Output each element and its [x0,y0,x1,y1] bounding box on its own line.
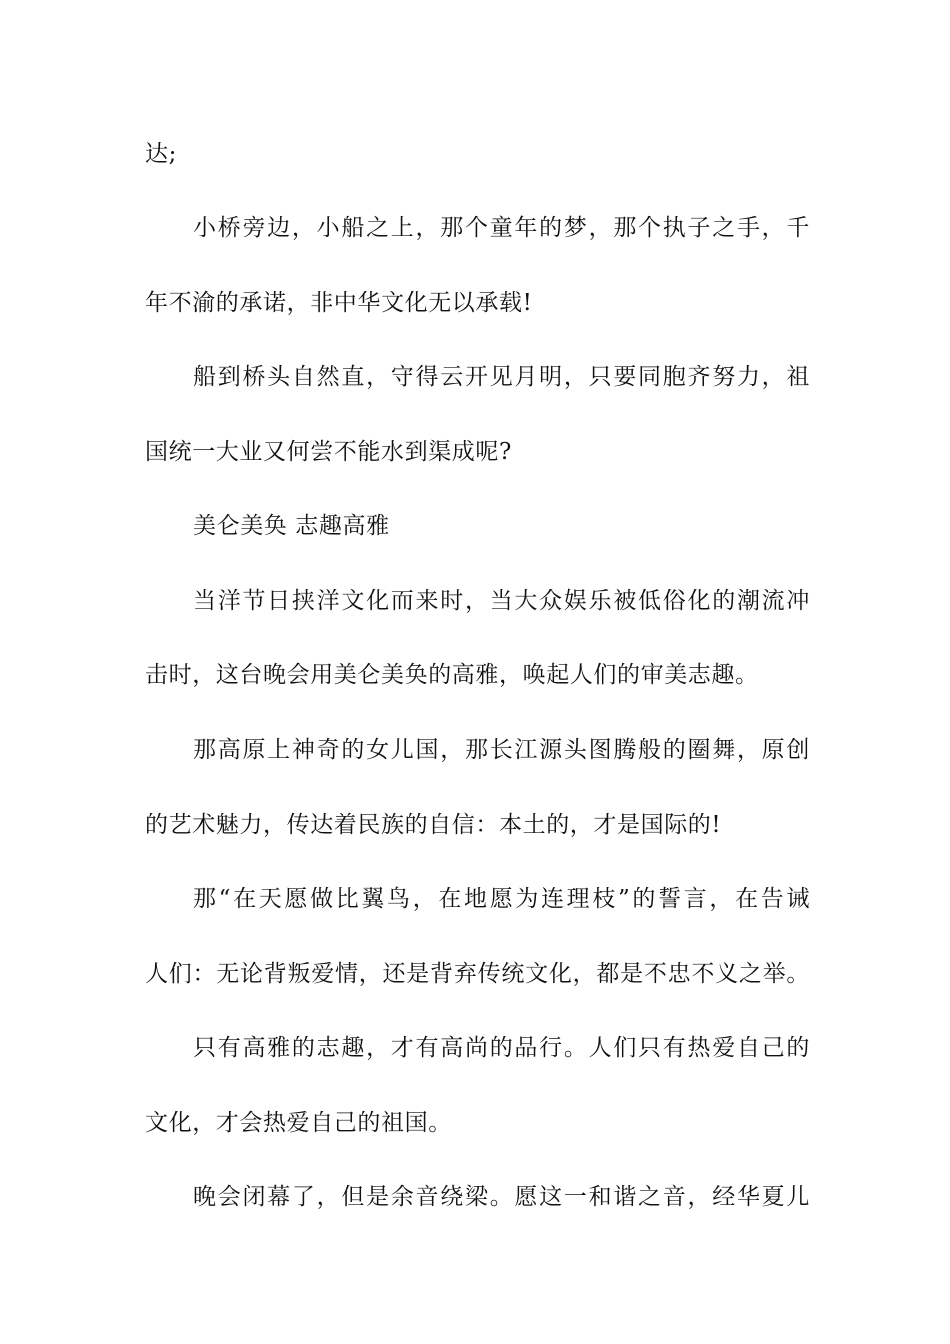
text-line: 文化，才会热爱自己的祖国。 [145,1110,452,1136]
text-line: 人们：无论背叛爱情，还是背弃传统文化，都是不忠不义之举。 [145,961,810,987]
paragraph-first-line: 当洋节日挟洋文化而来时，当大众娱乐被低俗化的潮流冲 [193,588,810,614]
text-line: 年不渝的承诺，非中华文化无以承载! [145,290,533,316]
text-line: 的艺术魅力，传达着民族的自信：本土的，才是国际的! [145,812,722,838]
text-line: 国统一大业又何尝不能水到渠成呢? [145,439,512,465]
paragraph-first-line: 那“在天愿做比翼鸟，在地愿为连理枝”的誓言，在告诫 [193,886,810,912]
paragraph-first-line: 船到桥头自然直，守得云开见月明，只要同胞齐努力，祖 [193,364,810,390]
text-line: 击时，这台晚会用美仑美奂的高雅，唤起人们的审美志趣。 [145,662,759,688]
section-heading: 美仑美奂 志趣高雅 [193,513,390,539]
paragraph-first-line: 那高原上神奇的女儿国，那长江源头图腾般的圈舞，原创 [193,737,810,763]
paragraph-first-line: 小桥旁边，小船之上，那个童年的梦，那个执子之手，千 [193,215,810,241]
paragraph-first-line: 只有高雅的志趣，才有高尚的品行。人们只有热爱自己的 [193,1035,810,1061]
paragraph-first-line: 晚会闭幕了，但是余音绕梁。愿这一和谐之音，经华夏儿 [193,1184,810,1210]
text-line: 达; [145,141,177,167]
